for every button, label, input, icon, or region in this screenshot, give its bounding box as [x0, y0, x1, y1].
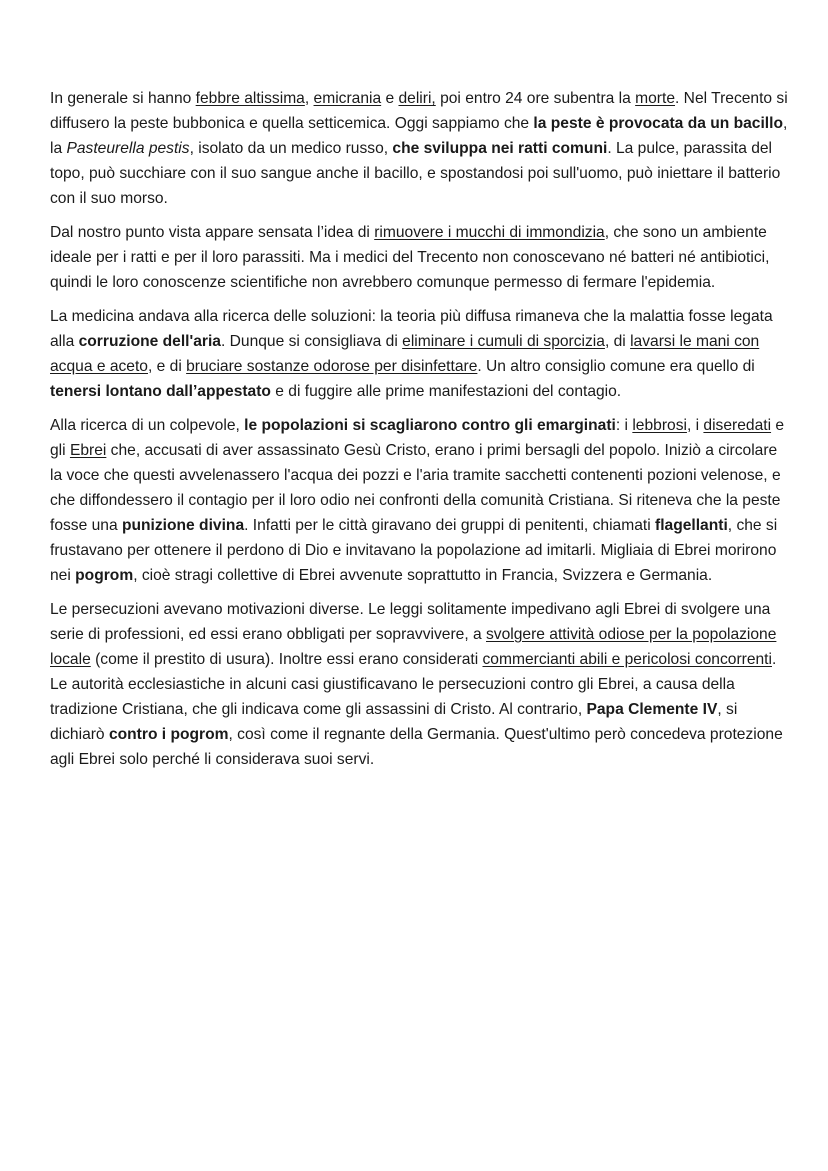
paragraph-scapegoats: [50, 413, 790, 588]
underlined-text: rimuovere i mucchi di immondizia: [374, 224, 605, 241]
bold-text: pogrom: [75, 567, 134, 584]
bold-text: le popolazioni si scagliarono contro gli emarginati: [244, 417, 616, 434]
text-run: e di fuggire alle prime manifestazioni del contagio.: [270, 383, 622, 400]
bold-text: che sviluppa nei ratti comuni: [392, 140, 608, 157]
underlined-text: lebbrosi: [632, 417, 687, 434]
text-run: che, accusati di aver assassinato Gesù Cristo, erano i primi bersagli del popolo. Iniziò a circolare la voce che questi avvelenassero l'acqua dei pozzi e l'aria tramite sacchetti contenenti pozioni velenose, e che diffondessero il contagio per il loro odio nei confronti della comunità Cristiana. Si riteneva che la peste fosse una: [50, 442, 781, 534]
text-run: poi entro 24 ore subentra la: [435, 90, 636, 107]
bold-text: corruzione dell'aria: [78, 333, 221, 350]
text-run: , di: [604, 333, 631, 350]
underlined-text: commercianti abili e pericolosi concorrenti: [482, 651, 772, 668]
text-run: : i: [615, 417, 633, 434]
bold-text: flagellanti: [655, 517, 728, 534]
paragraph-hygiene: [50, 220, 790, 295]
text-run: . Infatti per le città giravano dei gruppi di penitenti, chiamati: [244, 517, 655, 534]
text-run: , cioè stragi collettive di Ebrei avvenute soprattutto in Francia, Svizzera e Germania.: [133, 567, 713, 584]
underlined-text: morte: [635, 90, 676, 107]
text-run: . Un altro consiglio comune era quello di: [477, 358, 755, 375]
bold-text: punizione divina: [121, 517, 245, 534]
italic-text: Pasteurella pestis: [66, 140, 190, 157]
text-run: Le persecuzioni avevano motivazioni diverse. Le leggi solitamente impedivano agli Ebrei di svolgere una serie di professioni, ed essi erano obbligati per sopravvivere, a: [50, 601, 771, 643]
bold-text: la peste è provocata da un bacillo: [533, 115, 783, 132]
bold-text: tenersi lontano dall’appestato: [50, 383, 271, 400]
text-run: . Nel Trecento si diffusero la peste bubbonica e quella setticemica. Oggi sappiamo che: [50, 90, 788, 132]
text-run: Dal nostro punto vista appare sensata l’idea di: [50, 224, 375, 241]
text-run: In generale si hanno: [50, 90, 196, 107]
text-run: , i: [686, 417, 704, 434]
text-run: Alla ricerca di un colpevole,: [50, 417, 245, 434]
bold-text: Papa Clemente IV: [586, 701, 718, 718]
text-run: La medicina andava alla ricerca delle soluzioni: la teoria più diffusa rimaneva che la malattia fosse legata alla: [50, 308, 773, 350]
text-run: , e di: [147, 358, 187, 375]
paragraph-persecutions: [50, 597, 790, 772]
text-run: e: [381, 90, 399, 107]
underlined-text: Ebrei: [69, 442, 107, 459]
underlined-text: emicrania: [313, 90, 382, 107]
text-run: , si dichiarò: [50, 701, 738, 743]
text-run: . La pulce, parassita del topo, può succhiare con il suo sangue anche il bacillo, e spostandosi poi sull'uomo, può iniettare il batterio con il suo morso.: [50, 140, 781, 207]
text-run: . Dunque si consigliava di: [220, 333, 403, 350]
paragraph-symptoms: [50, 86, 790, 211]
underlined-text: lavarsi le mani con acqua e aceto: [50, 333, 760, 375]
text-run: , isolato da un medico russo,: [189, 140, 393, 157]
text-run: e gli: [50, 417, 785, 459]
underlined-text: diseredati: [703, 417, 772, 434]
text-run: . Le autorità ecclesiastiche in alcuni casi giustificavano le persecuzioni contro gli Ebrei, a causa della tradizione Cristiana, che gli indicava come gli assassini di Cristo. Al contrario,: [50, 651, 777, 718]
bold-text: contro i pogrom: [108, 726, 229, 743]
text-run: , la: [50, 115, 788, 157]
text-run: (come il prestito di usura). Inoltre essi erano considerati: [90, 651, 483, 668]
document-page: [50, 86, 790, 781]
paragraph-medicine: [50, 304, 790, 404]
text-run: , che si frustavano per ottenere il perdono di Dio e invitavano la popolazione ad imitarli. Migliaia di Ebrei morirono nei: [50, 517, 778, 584]
text-run: , così come il regnante della Germania. Quest'ultimo però concedeva protezione agli Ebrei solo perché li considerava suoi servi.: [50, 726, 783, 768]
underlined-text: eliminare i cumuli di sporcizia: [402, 333, 605, 350]
underlined-text: svolgere attività odiose per la popolazione locale: [50, 626, 777, 668]
underlined-text: deliri,: [398, 90, 436, 107]
underlined-text: bruciare sostanze odorose per disinfettare: [186, 358, 478, 375]
underlined-text: febbre altissima: [195, 90, 305, 107]
text-run: , che sono un ambiente ideale per i ratti e per il loro parassiti. Ma i medici del Trecento non conoscevano né batteri né antibiotici, quindi le loro conoscenze scientifiche non avrebbero comunque permesso di fermare l'epidemia.: [50, 224, 770, 291]
text-run: ,: [304, 90, 314, 107]
